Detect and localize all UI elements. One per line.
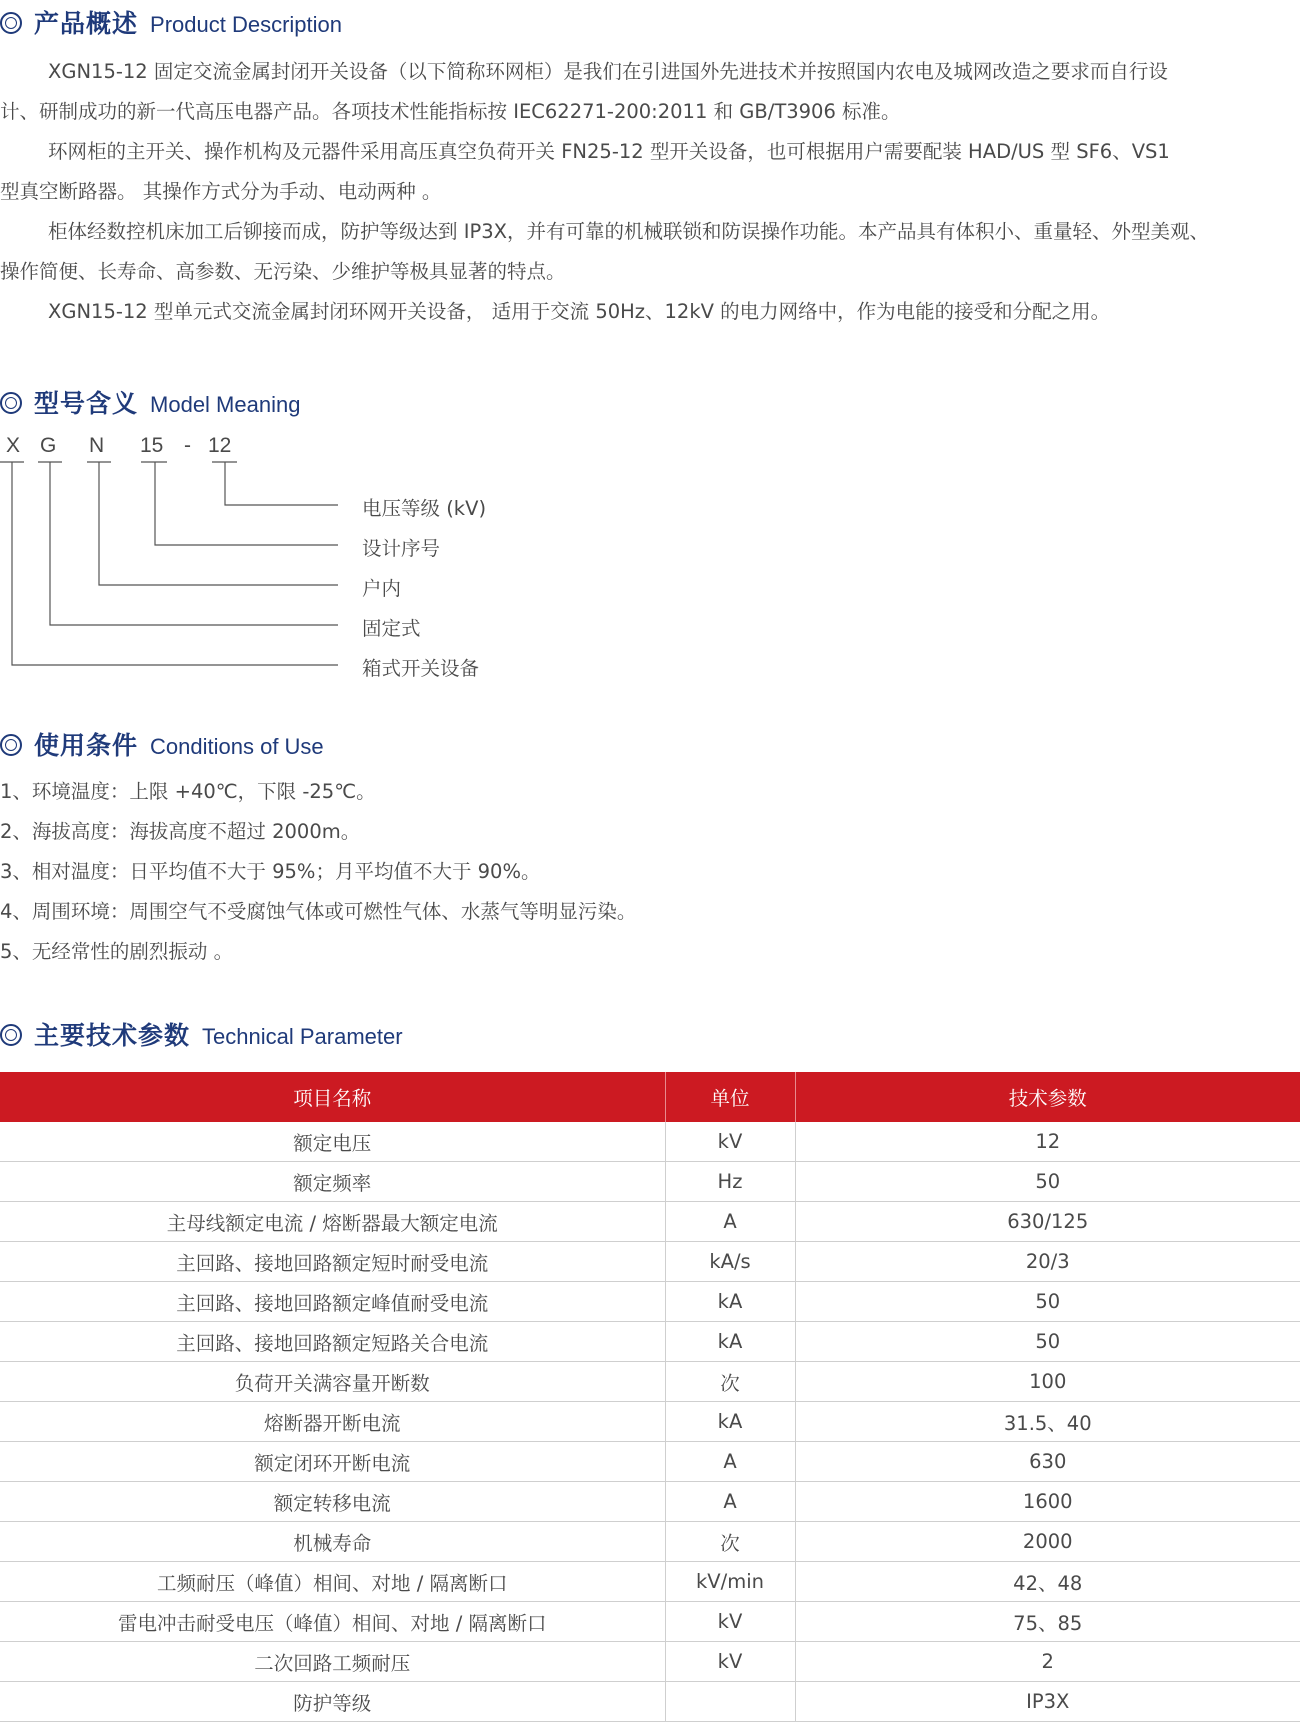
cell-item: 雷电冲击耐受电压（峰值）相间、对地 / 隔离断口: [0, 1602, 665, 1642]
table-row: [0, 1602, 1300, 1642]
cell-value: 1600: [795, 1482, 1300, 1522]
table-row: [0, 1122, 1300, 1162]
condition-item: 3、相对温度：日平均值不大于 95%；月平均值不大于 90%。: [0, 860, 541, 883]
model-label-fixed: 固定式: [362, 617, 421, 640]
cell-unit: [665, 1682, 795, 1722]
paragraph-3-line-1: 柜体经数控机床加工后铆接而成，防护等级达到 IP3X，并有可靠的机械联锁和防误操作功能。本产品具有体积小、重量轻、外型美观、: [48, 220, 1209, 243]
model-code-dash: -: [184, 434, 191, 457]
cell-value: 75、85: [795, 1602, 1300, 1642]
paragraph-3-line-2: 操作简便、长寿命、高参数、无污染、少维护等极具显著的特点。: [0, 260, 566, 283]
table-row: [0, 1202, 1300, 1242]
cell-value: 100: [795, 1362, 1300, 1402]
cell-item: 熔断器开断电流: [0, 1402, 665, 1442]
section-title-en: Conditions of Use: [150, 734, 324, 759]
cell-unit: 次: [665, 1522, 795, 1562]
cell-item: 主母线额定电流 / 熔断器最大额定电流: [0, 1202, 665, 1242]
table-row: [0, 1562, 1300, 1602]
cell-value: 630/125: [795, 1202, 1300, 1242]
table-row: [0, 1682, 1300, 1722]
header-value: 技术参数: [795, 1072, 1300, 1122]
table-row: [0, 1322, 1300, 1362]
cell-value: 12: [795, 1122, 1300, 1162]
model-code-n: N: [89, 434, 105, 457]
section-header-technical-parameter: [0, 1016, 403, 1052]
condition-item: 1、环境温度：上限 +40℃，下限 -25℃。: [0, 780, 376, 803]
paragraph-2-line-2: 型真空断路器。 其操作方式分为手动、电动两种 。: [0, 180, 442, 203]
table-row: [0, 1282, 1300, 1322]
section-title-cn: 使用条件: [34, 731, 139, 760]
model-code-15: 15: [140, 434, 164, 457]
section-title-en: Product Description: [150, 12, 342, 37]
section-title-en: Technical Parameter: [202, 1024, 403, 1049]
table-row: [0, 1402, 1300, 1442]
table-row: [0, 1442, 1300, 1482]
paragraph-1-line-1: XGN15-12 固定交流金属封闭开关设备（以下简称环网柜）是我们在引进国外先进技术并按照国内农电及城网改造之要求而自行设: [48, 60, 1168, 83]
cell-value: 2000: [795, 1522, 1300, 1562]
cell-item: 额定电压: [0, 1122, 665, 1162]
model-code-g: G: [40, 434, 57, 457]
cell-unit: Hz: [665, 1162, 795, 1202]
cell-unit: kA/s: [665, 1242, 795, 1282]
condition-item: 4、周围环境：周围空气不受腐蚀气体或可燃性气体、水蒸气等明显污染。: [0, 900, 637, 923]
table-row: [0, 1242, 1300, 1282]
header-unit: 单位: [665, 1072, 795, 1122]
cell-value: 630: [795, 1442, 1300, 1482]
model-label-box-switchgear: 箱式开关设备: [362, 657, 480, 680]
technical-parameter-table: [0, 1072, 1300, 1722]
cell-unit: A: [665, 1202, 795, 1242]
cell-item: 额定转移电流: [0, 1482, 665, 1522]
cell-item: 二次回路工频耐压: [0, 1642, 665, 1682]
table-header-row: [0, 1072, 1300, 1122]
section-title-en: Model Meaning: [150, 392, 301, 417]
section-title-cn: 型号含义: [34, 389, 139, 418]
cell-item: 额定频率: [0, 1162, 665, 1202]
cell-item: 机械寿命: [0, 1522, 665, 1562]
model-connector-lines: [0, 0, 1300, 700]
cell-item: 主回路、接地回路额定短路关合电流: [0, 1322, 665, 1362]
cell-unit: kV: [665, 1122, 795, 1162]
cell-value: 50: [795, 1322, 1300, 1362]
cell-value: 20/3: [795, 1242, 1300, 1282]
cell-value: 31.5、40: [795, 1402, 1300, 1442]
condition-item: 2、海拔高度：海拔高度不超过 2000m。: [0, 820, 361, 843]
paragraph-4-line-1: XGN15-12 型单元式交流金属封闭环网开关设备， 适用于交流 50Hz、12kV 的电力网络中，作为电能的接受和分配之用。: [48, 300, 1111, 323]
model-label-indoor: 户内: [362, 577, 402, 600]
cell-item: 防护等级: [0, 1682, 665, 1722]
cell-unit: kV: [665, 1602, 795, 1642]
circle-bullet-icon: [0, 1024, 22, 1046]
cell-value: 50: [795, 1162, 1300, 1202]
cell-unit: kA: [665, 1322, 795, 1362]
circle-bullet-icon: [0, 734, 22, 756]
cell-unit: A: [665, 1442, 795, 1482]
cell-unit: 次: [665, 1362, 795, 1402]
cell-unit: kA: [665, 1402, 795, 1442]
cell-value: 42、48: [795, 1562, 1300, 1602]
paragraph-1-line-2: 计、研制成功的新一代高压电器产品。各项技术性能指标按 IEC62271-200:2011 和 GB/T3906 标准。: [0, 100, 901, 123]
section-header-conditions: [0, 726, 324, 762]
cell-item: 工频耐压（峰值）相间、对地 / 隔离断口: [0, 1562, 665, 1602]
model-label-voltage: 电压等级 (kV): [362, 497, 487, 520]
cell-item: 主回路、接地回路额定短时耐受电流: [0, 1242, 665, 1282]
cell-unit: kV: [665, 1642, 795, 1682]
table-row: [0, 1522, 1300, 1562]
cell-value: IP3X: [795, 1682, 1300, 1722]
table-row: [0, 1362, 1300, 1402]
paragraph-2-line-1: 环网柜的主开关、操作机构及元器件采用高压真空负荷开关 FN25-12 型开关设备，也可根据用户需要配装 HAD/US 型 SF6、VS1: [48, 140, 1170, 163]
cell-unit: kA: [665, 1282, 795, 1322]
table-row: [0, 1162, 1300, 1202]
cell-value: 2: [795, 1642, 1300, 1682]
table-row: [0, 1642, 1300, 1682]
section-title-cn: 产品概述: [34, 9, 139, 38]
model-label-design-no: 设计序号: [362, 537, 441, 560]
section-title-cn: 主要技术参数: [34, 1021, 191, 1050]
table-row: [0, 1482, 1300, 1522]
cell-item: 主回路、接地回路额定峰值耐受电流: [0, 1282, 665, 1322]
model-code-x: X: [6, 434, 21, 457]
cell-unit: A: [665, 1482, 795, 1522]
condition-item: 5、无经常性的剧烈振动 。: [0, 940, 234, 963]
cell-value: 50: [795, 1282, 1300, 1322]
cell-item: 额定闭环开断电流: [0, 1442, 665, 1482]
model-code-12: 12: [208, 434, 232, 457]
header-item-name: 项目名称: [0, 1072, 665, 1122]
cell-item: 负荷开关满容量开断数: [0, 1362, 665, 1402]
cell-unit: kV/min: [665, 1562, 795, 1602]
